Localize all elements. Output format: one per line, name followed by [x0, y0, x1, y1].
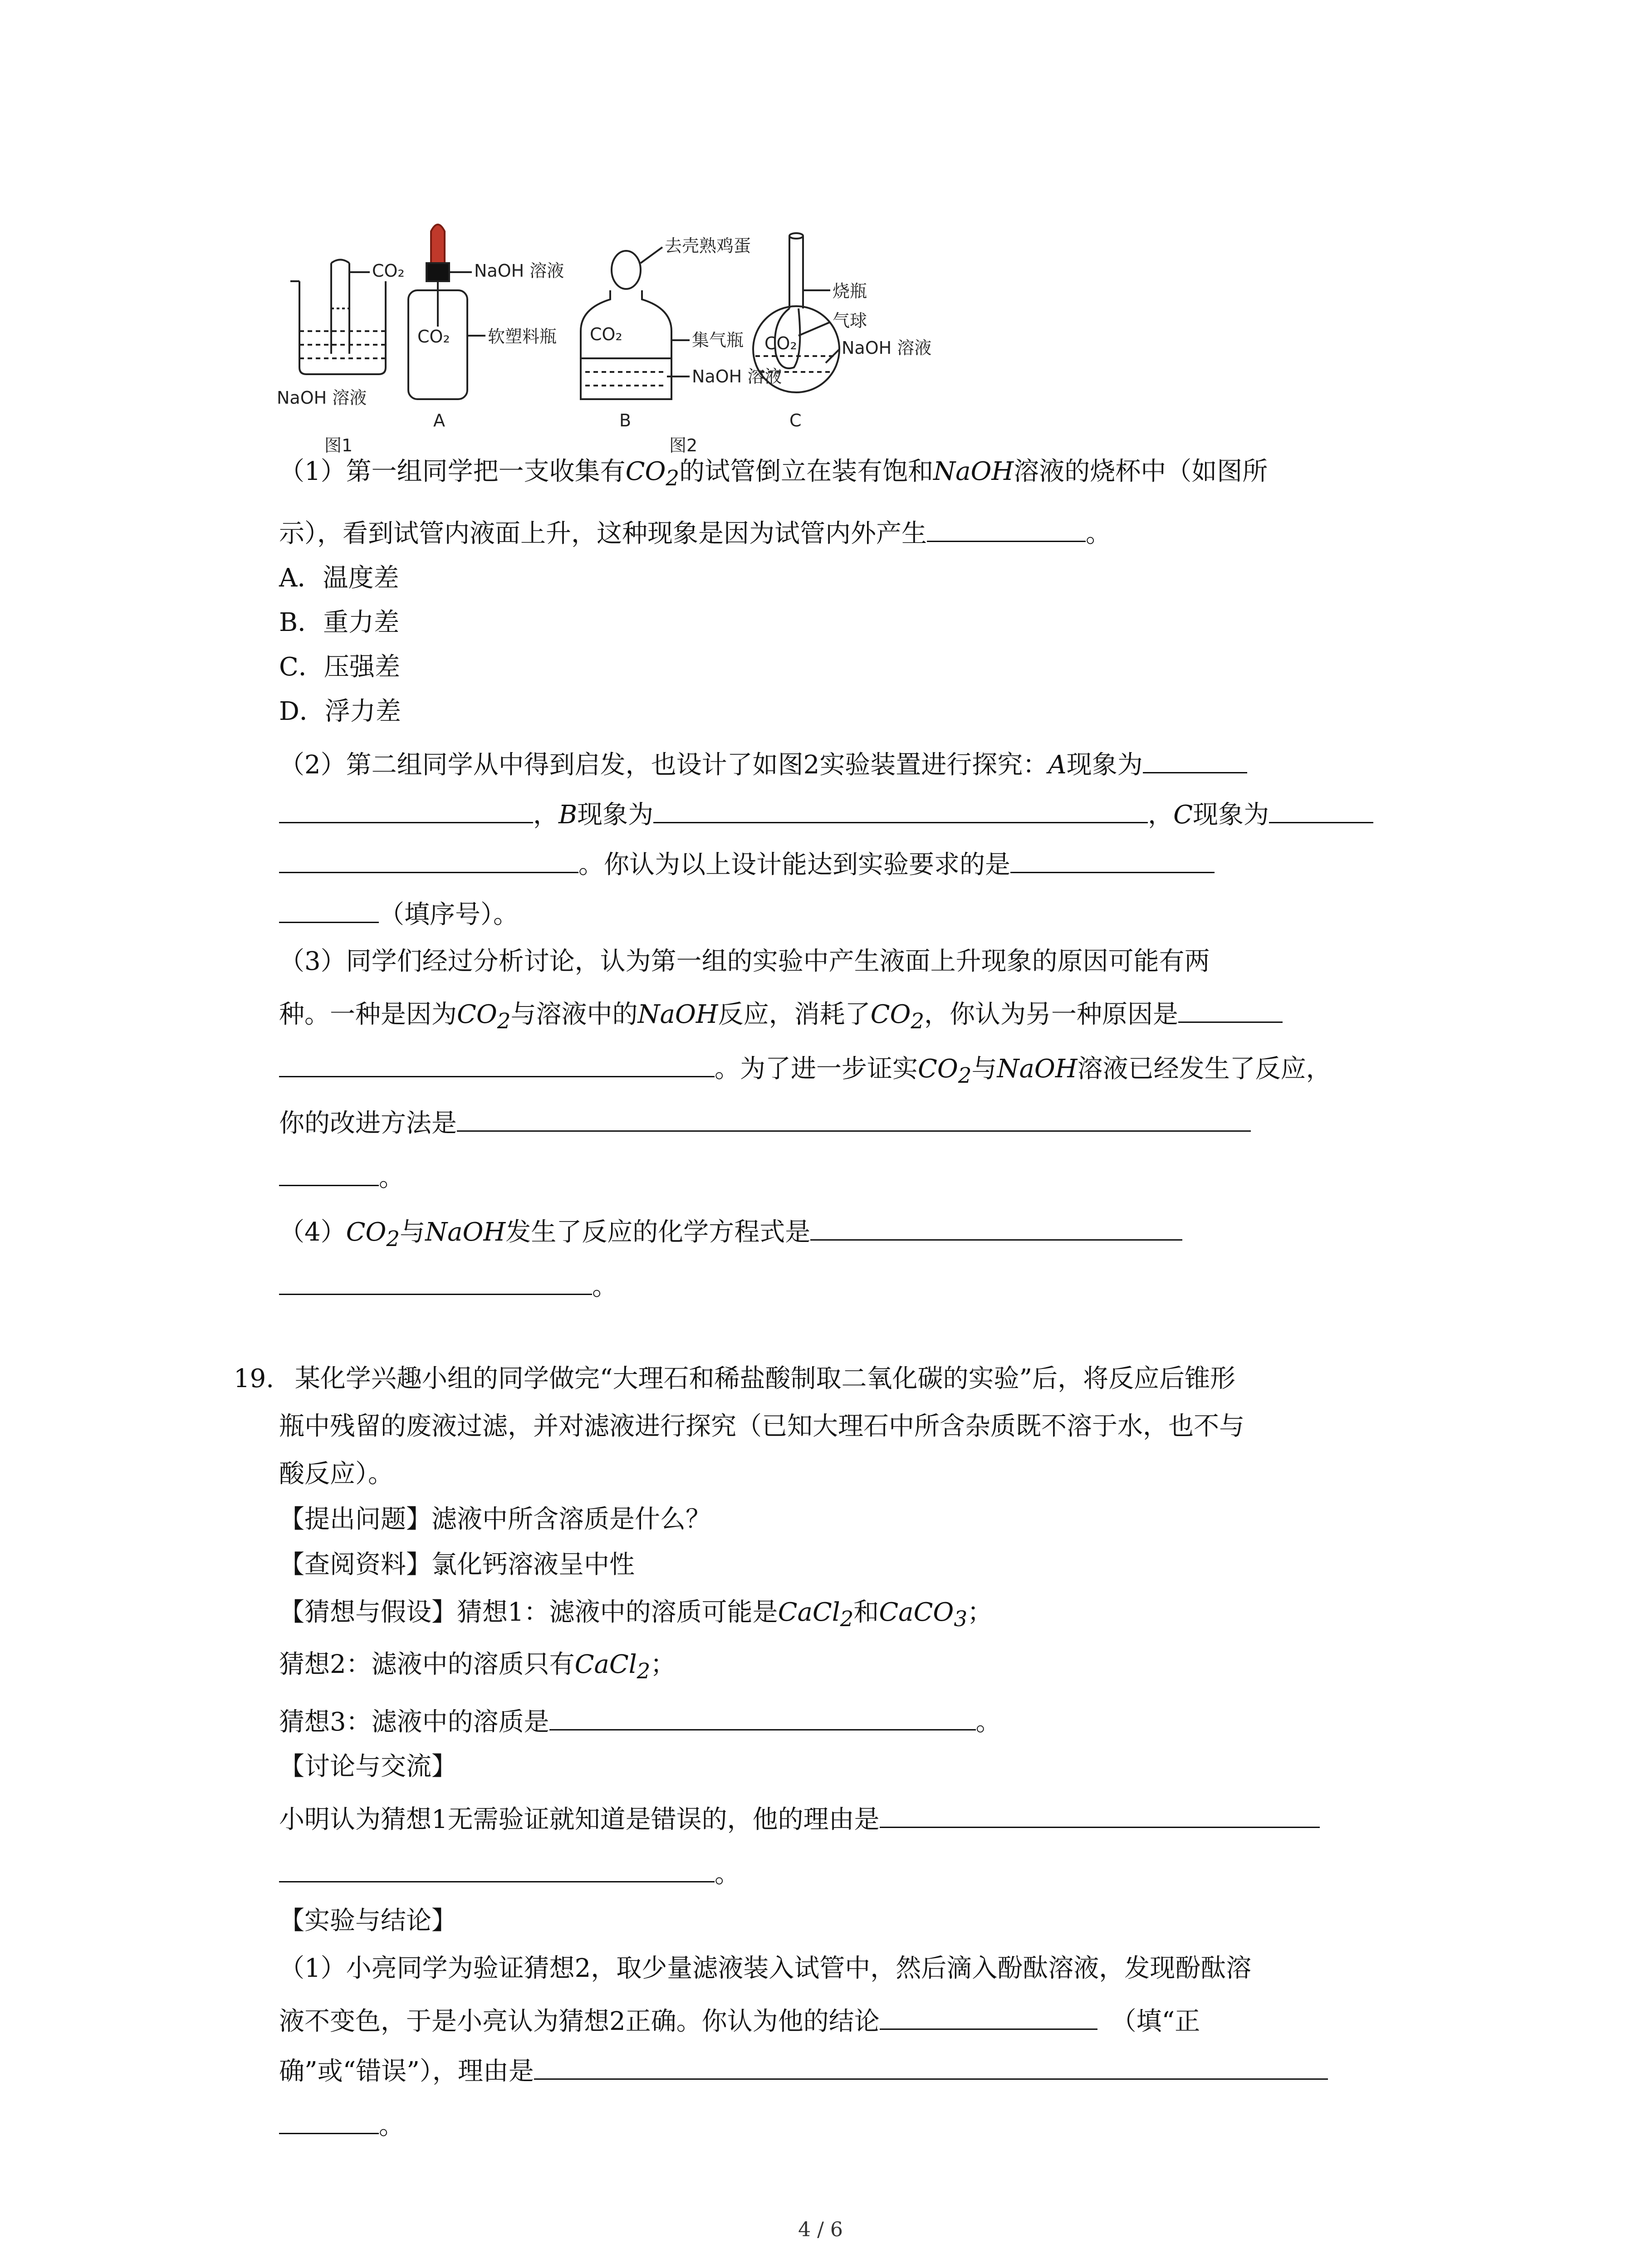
- a-naoh-label: NaOH 溶液: [474, 261, 564, 281]
- q18-part3-line4: 你的改进方法是: [279, 1102, 1251, 1142]
- q18-part2-line2: ，B现象为 ，C现象为: [279, 794, 1373, 833]
- q18-c-phenomenon-blank-cont[interactable]: [279, 844, 578, 873]
- a-apparatus: [408, 225, 485, 399]
- page-number: 4 / 6: [798, 2218, 843, 2241]
- q18-other-reason-blank[interactable]: [1178, 993, 1283, 1023]
- q18-b-phenomenon-blank[interactable]: [653, 794, 1148, 823]
- q18-design-blank[interactable]: [1010, 844, 1215, 873]
- q19-xiaoming-line2: 。: [279, 1853, 740, 1892]
- q19-guess1: 【猜想与假设】猜想1：滤液中的溶质可能是CaCl$_2$和CaCO$_3$；: [279, 1598, 993, 1632]
- q18-c-phenomenon-blank[interactable]: [1269, 794, 1373, 823]
- fig1-naoh-label: NaOH 溶液: [277, 388, 367, 408]
- q19-guess3: 猜想3：滤液中的溶质是 。: [279, 1701, 1001, 1740]
- q19-intro-line2: 瓶中残留的废液过滤，并对滤液进行探究（已知大理石中所含杂质既不溶于水，也不与: [279, 1412, 1244, 1441]
- q18-design-blank-cont[interactable]: [279, 894, 379, 923]
- q19-xiaoming-blank[interactable]: [880, 1799, 1320, 1828]
- q18-part1-line2: 示），看到试管内液面上升，这种现象是因为试管内外产生 。: [279, 513, 1111, 552]
- apparatus-figure: [272, 218, 930, 458]
- c-naoh-label: NaOH 溶液: [842, 338, 932, 358]
- c-flask-label: 烧瓶: [833, 281, 867, 301]
- q18-part4-line1: $(4)CO_2$与NaOH发生了反应的化学方程式是: [279, 1211, 1182, 1257]
- q19-reference: 【查阅资料】氯化钙溶液呈中性: [279, 1550, 635, 1579]
- q19-discuss-heading: 【讨论与交流】: [279, 1752, 457, 1781]
- q18-option-d: D．浮力差: [279, 697, 401, 726]
- q18-option-b: B．重力差: [279, 608, 400, 637]
- q19-xiaoming-blank-cont[interactable]: [279, 1853, 715, 1882]
- b-apparatus: [581, 247, 690, 399]
- q19-xiaoming-line1: 小明认为猜想1无需验证就知道是错误的，他的理由是: [279, 1799, 1320, 1838]
- fig1-co2-label: CO₂: [372, 261, 405, 281]
- q18-part3-line2: 种。一种是因为$CO_2$与溶液中的NaOH反应，消耗了$CO_2$，你认为另一种原因是: [279, 993, 1283, 1040]
- q19-e1-line4: 。: [279, 2105, 404, 2144]
- q19-intro-line1: 19. 某化学兴趣小组的同学做完“大理石和稀盐酸制取二氧化碳的实验”后，将反应后锥形: [234, 1364, 1236, 1393]
- fig1-beaker: [290, 260, 386, 375]
- a-co2-label: CO₂: [417, 327, 450, 347]
- q19-number: 19.: [234, 1364, 274, 1393]
- q19-question: 【提出问题】滤液中所含溶质是什么？: [279, 1505, 711, 1534]
- q18-part4-line2: 。: [279, 1266, 617, 1305]
- q18-part2-line3: 。你认为以上设计能达到实验要求的是: [279, 844, 1215, 883]
- q18-equation-blank[interactable]: [810, 1211, 1182, 1241]
- q18-part2-line4: （填序号）。: [279, 894, 519, 933]
- c-balloon-label: 气球: [833, 311, 867, 331]
- a-bottle-label: 软塑料瓶: [488, 327, 557, 347]
- q18-option-a: A．温度差: [279, 563, 399, 593]
- q18-other-reason-blank-cont[interactable]: [279, 1048, 715, 1077]
- c-co2-label: CO₂: [764, 333, 797, 353]
- q18-equation-blank-cont[interactable]: [279, 1266, 592, 1295]
- q18-a-phenomenon-blank[interactable]: [1143, 744, 1247, 773]
- q19-e1-line2: 液不变色，于是小亮认为猜想2正确。你认为他的结论 （填“正: [279, 2000, 1200, 2040]
- q19-conclusion-blank[interactable]: [880, 2000, 1097, 2030]
- q19-guess2: 猜想2：滤液中的溶质只有CaCl$_2$；: [279, 1650, 676, 1684]
- q19-reason-blank-cont[interactable]: [279, 2105, 379, 2134]
- q19-reason-blank[interactable]: [534, 2050, 1328, 2080]
- b-letter: B: [619, 411, 632, 430]
- q18-part3-line3: 。为了进一步证实$CO_2$与NaOH溶液已经发生了反应，: [279, 1048, 1332, 1094]
- q19-experiment-heading: 【实验与结论】: [279, 1906, 457, 1936]
- fig1-caption: 图1: [324, 435, 353, 455]
- fig2-caption: 图2: [669, 435, 698, 455]
- q18-improvement-blank-cont[interactable]: [279, 1157, 379, 1186]
- q19-e1-line1: （1）小亮同学为验证猜想2，取少量滤液装入试管中，然后滴入酚酞溶液，发现酚酞溶: [279, 1954, 1252, 1983]
- c-letter: C: [789, 411, 802, 430]
- q18-option-c: C．压强差: [279, 652, 400, 682]
- b-egg-label: 去壳熟鸡蛋: [665, 236, 751, 256]
- q18-improvement-blank[interactable]: [457, 1102, 1251, 1132]
- q18-part1-line1: （1）第一组同学把一支收集有$CO_2$的试管倒立在装有饱和NaOH溶液的烧杯中（如图所: [279, 457, 1268, 491]
- b-naoh-label: NaOH 溶液: [692, 367, 782, 386]
- q18-a-phenomenon-blank-cont[interactable]: [279, 794, 533, 823]
- q18-part3-line5: 。: [279, 1157, 404, 1196]
- a-letter: A: [433, 411, 445, 430]
- b-bottle-label: 集气瓶: [692, 330, 744, 350]
- b-co2-label: CO₂: [590, 324, 622, 344]
- q18-part1-blank[interactable]: [927, 513, 1086, 542]
- q18-part2-line1: （2）第二组同学从中得到启发，也设计了如图2实验装置进行探究：A现象为: [279, 744, 1247, 783]
- q18-part3-line1: （3）同学们经过分析讨论，认为第一组的实验中产生液面上升现象的原因可能有两: [279, 947, 1210, 976]
- q19-intro-line3: 酸反应）。: [279, 1459, 393, 1489]
- q19-guess3-blank[interactable]: [549, 1701, 976, 1730]
- q19-e1-line3: 确”或“错误”），理由是: [279, 2050, 1328, 2090]
- apparatus-diagram: [272, 218, 930, 458]
